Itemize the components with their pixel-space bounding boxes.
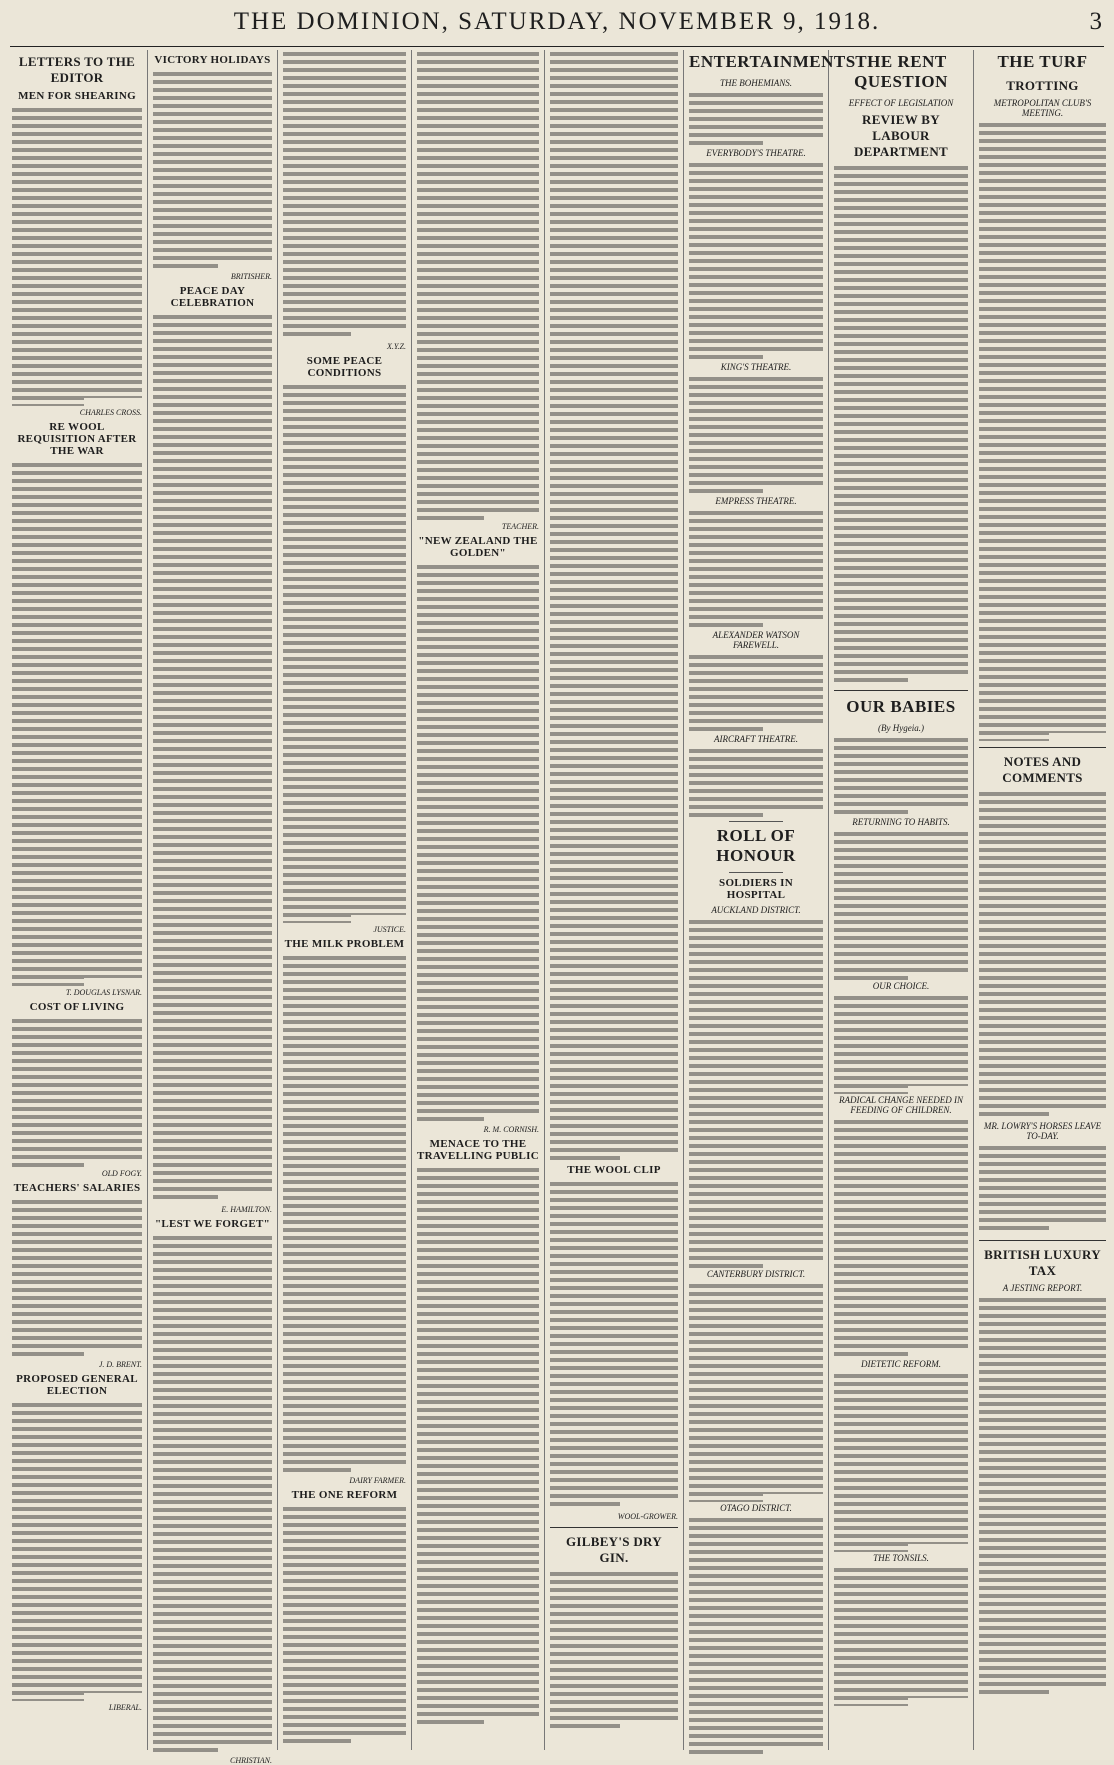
article-heading: THE RENT QUESTION bbox=[854, 52, 948, 91]
casualty-list bbox=[689, 918, 823, 1268]
column-five bbox=[546, 50, 682, 1750]
subheading: EVERYBODY'S THEATRE. bbox=[706, 148, 806, 158]
column-two bbox=[149, 50, 276, 1765]
divider bbox=[729, 821, 783, 822]
signature: TEACHER. bbox=[501, 522, 539, 531]
section-heading: ROLL OF HONOUR bbox=[716, 826, 796, 865]
subheading: OUR CHOICE. bbox=[872, 981, 930, 991]
column-seven bbox=[830, 50, 972, 1750]
article-body bbox=[979, 790, 1106, 1120]
article-heading: COST OF LIVING bbox=[29, 1001, 125, 1013]
column-rule bbox=[411, 50, 412, 1750]
advert-body bbox=[550, 1570, 678, 1730]
district-heading: OTAGO DISTRICT. bbox=[720, 1503, 792, 1513]
article-heading: REVIEW BY LABOUR DEPARTMENT bbox=[853, 112, 949, 159]
article-body bbox=[979, 1296, 1106, 1696]
section-heading: THE TURF bbox=[997, 52, 1088, 71]
section-heading: ENTERTAINMENTS bbox=[689, 52, 856, 71]
article-body bbox=[689, 509, 823, 629]
section-heading: LETTERS TO THE EDITOR bbox=[18, 54, 136, 85]
article-body bbox=[834, 1372, 968, 1552]
article-heading: THE WOOL CLIP bbox=[567, 1164, 661, 1176]
article-body bbox=[283, 383, 406, 923]
signature: OLD FOGY. bbox=[101, 1169, 142, 1178]
subheading: EMPRESS THEATRE. bbox=[715, 496, 797, 506]
article-body bbox=[153, 70, 272, 270]
article-heading: THE MILK PROBLEM bbox=[284, 938, 405, 950]
masthead bbox=[10, 6, 1104, 47]
article-body bbox=[689, 747, 823, 817]
signature: J. D. BRENT. bbox=[98, 1360, 142, 1369]
subheading: THE BOHEMIANS. bbox=[720, 78, 792, 88]
signature: LIBERAL. bbox=[108, 1703, 142, 1712]
district-heading: AUCKLAND DISTRICT. bbox=[711, 905, 801, 915]
article-body bbox=[12, 461, 142, 986]
subheading: EFFECT OF LEGISLATION bbox=[848, 98, 954, 108]
subheading: DIETETIC REFORM. bbox=[861, 1359, 941, 1369]
article-body bbox=[979, 1144, 1106, 1234]
divider bbox=[729, 872, 783, 873]
column-four bbox=[413, 50, 543, 1750]
article-body bbox=[834, 736, 968, 816]
district-heading: CANTERBURY DISTRICT. bbox=[706, 1269, 806, 1279]
signature: X.Y.Z. bbox=[386, 342, 406, 351]
article-heading: THE ONE REFORM bbox=[291, 1489, 398, 1501]
subheading: A JESTING REPORT. bbox=[1002, 1283, 1083, 1293]
signature: JUSTICE. bbox=[373, 925, 406, 934]
article-heading: NOTES AND COMMENTS bbox=[1002, 754, 1083, 785]
column-rule bbox=[683, 50, 684, 1750]
article-body bbox=[689, 161, 823, 361]
signature: R. M. CORNISH. bbox=[483, 1125, 539, 1134]
article-heading: VICTORY HOLIDAYS bbox=[154, 54, 271, 66]
article-body bbox=[12, 1401, 142, 1701]
article-heading: SOME PEACE CONDITIONS bbox=[306, 355, 383, 379]
subheading: METROPOLITAN CLUB'S MEETING. bbox=[993, 98, 1092, 118]
race-results bbox=[979, 121, 1106, 741]
article-body bbox=[550, 50, 678, 1160]
signature: CHRISTIAN. bbox=[230, 1756, 272, 1765]
article-heading: "LEST WE FORGET" bbox=[154, 1218, 271, 1230]
subheading: THE TONSILS. bbox=[873, 1553, 929, 1563]
article-body bbox=[550, 1180, 678, 1510]
article-body bbox=[417, 1166, 539, 1726]
column-rule bbox=[544, 50, 545, 1750]
article-heading: MENACE TO THE TRAVELLING PUBLIC bbox=[417, 1138, 539, 1162]
article-body bbox=[12, 1017, 142, 1167]
signature: DAIRY FARMER. bbox=[349, 1476, 406, 1485]
article-body bbox=[834, 1566, 968, 1706]
column-entertainments bbox=[685, 50, 856, 1750]
subheading: AIRCRAFT THEATRE. bbox=[714, 734, 798, 744]
casualty-list bbox=[689, 1516, 823, 1756]
article-body bbox=[283, 1505, 406, 1745]
signature: WOOL-GROWER. bbox=[617, 1512, 678, 1521]
article-body bbox=[283, 50, 406, 340]
article-body bbox=[834, 994, 968, 1094]
signature: E. HAMILTON. bbox=[221, 1205, 272, 1214]
article-body bbox=[153, 1234, 272, 1754]
article-body bbox=[417, 563, 539, 1123]
signature: BRITISHER. bbox=[230, 272, 272, 281]
byline: (By Hygeia.) bbox=[878, 723, 924, 733]
column-turf bbox=[975, 50, 1110, 1750]
subheading: SOLDIERS IN HOSPITAL bbox=[719, 877, 793, 901]
column-letters bbox=[8, 50, 146, 1750]
article-heading: OUR BABIES bbox=[846, 697, 956, 716]
article-body bbox=[417, 50, 539, 520]
article-heading: PROPOSED GENERAL ELECTION bbox=[16, 1373, 138, 1397]
article-body bbox=[12, 106, 142, 406]
masthead-title: THE DOMINION, SATURDAY, NOVEMBER 9, 1918. bbox=[233, 8, 881, 35]
article-heading: BRITISH LUXURY TAX bbox=[984, 1247, 1101, 1278]
article-body bbox=[834, 1118, 968, 1358]
subheading: RADICAL CHANGE NEEDED IN FEEDING OF CHILDREN. bbox=[838, 1095, 964, 1115]
subheading: MR. LOWRY'S HORSES LEAVE TO-DAY. bbox=[983, 1121, 1102, 1141]
column-rule bbox=[147, 50, 148, 1750]
article-body bbox=[153, 313, 272, 1203]
article-heading: MEN FOR SHEARING bbox=[18, 90, 136, 102]
signature: T. DOUGLAS LYSNAR. bbox=[65, 988, 142, 997]
divider bbox=[979, 1240, 1106, 1241]
article-body bbox=[689, 91, 823, 147]
article-body bbox=[689, 653, 823, 733]
casualty-list bbox=[689, 1282, 823, 1502]
column-rule bbox=[828, 50, 829, 1750]
column-rule bbox=[973, 50, 974, 1750]
subheading: ALEXANDER WATSON FAREWELL. bbox=[712, 630, 800, 650]
article-body bbox=[689, 375, 823, 495]
article-heading: "NEW ZEALAND THE GOLDEN" bbox=[418, 535, 538, 559]
column-rule bbox=[277, 50, 278, 1750]
subheading: RETURNING TO HABITS. bbox=[852, 817, 950, 827]
article-heading: TEACHERS' SALARIES bbox=[13, 1182, 141, 1194]
article-heading: RE WOOL REQUISITION AFTER THE WAR bbox=[17, 421, 137, 457]
article-body bbox=[834, 830, 968, 980]
advert-heading: GILBEY'S DRY GIN. bbox=[566, 1534, 662, 1565]
article-heading: TROTTING bbox=[1006, 78, 1079, 93]
divider bbox=[834, 690, 968, 691]
subheading: KING'S THEATRE. bbox=[720, 362, 792, 372]
article-body bbox=[283, 954, 406, 1474]
signature: CHARLES CROSS. bbox=[79, 408, 142, 417]
divider bbox=[550, 1527, 678, 1528]
article-heading: PEACE DAY CELEBRATION bbox=[170, 285, 255, 309]
page-number: 3 bbox=[1089, 8, 1102, 35]
divider bbox=[979, 747, 1106, 748]
article-body bbox=[12, 1198, 142, 1358]
column-three bbox=[279, 50, 410, 1750]
article-body bbox=[834, 164, 968, 684]
